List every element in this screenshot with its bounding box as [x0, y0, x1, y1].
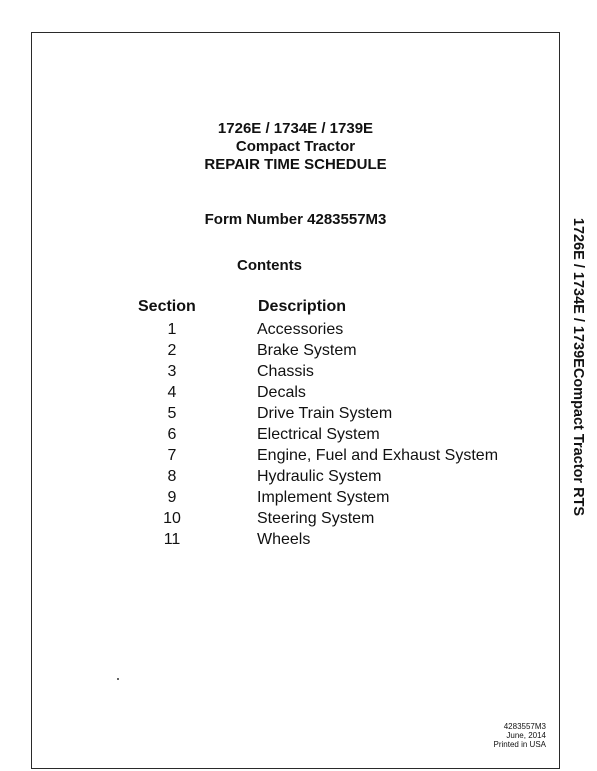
toc-description: Hydraulic System: [257, 468, 382, 485]
toc-description: Brake System: [257, 342, 357, 359]
toc-section-number: 8: [167, 468, 177, 485]
toc-row: [132, 468, 552, 489]
toc-description-header: Description: [258, 298, 347, 315]
toc-section-number: 2: [167, 342, 177, 359]
toc-description: Drive Train System: [257, 405, 393, 422]
contents-heading: Contents: [237, 257, 302, 274]
title-product-line: Compact Tractor: [235, 138, 356, 155]
footer-printed-in: Printed in USA: [493, 740, 546, 749]
stray-mark: [117, 678, 119, 680]
document-title: [32, 120, 559, 174]
toc-row: [132, 321, 552, 342]
toc-description: Accessories: [257, 321, 344, 338]
toc-description: Chassis: [257, 363, 314, 380]
toc-description: Decals: [257, 384, 306, 401]
toc-list: [132, 321, 552, 552]
footer-print-info: [494, 722, 546, 749]
toc-row: [132, 342, 552, 363]
toc-row: [132, 384, 552, 405]
toc-row: [132, 531, 552, 552]
toc-description: Implement System: [257, 489, 390, 506]
title-schedule-line: REPAIR TIME SCHEDULE: [204, 156, 387, 173]
toc-row: [132, 510, 552, 531]
toc-row: [132, 363, 552, 384]
toc-row: [132, 447, 552, 468]
title-model-line: 1726E / 1734E / 1739E: [217, 120, 374, 137]
toc-section-number: 9: [167, 489, 177, 506]
toc-section-number: 3: [167, 363, 177, 380]
toc-description: Engine, Fuel and Exhaust System: [257, 447, 499, 464]
toc-description: Steering System: [257, 510, 375, 527]
toc-row: [132, 405, 552, 426]
toc-section-number: 11: [163, 531, 181, 548]
toc-section-number: 1: [167, 321, 177, 338]
toc-row: [132, 489, 552, 510]
toc-row: [132, 426, 552, 447]
spine-label: 1726E / 1734E / 1739ECompact Tractor RTS: [570, 217, 586, 517]
toc-description: Electrical System: [257, 426, 380, 443]
toc-section-number: 5: [167, 405, 177, 422]
footer-date: June, 2014: [506, 731, 546, 740]
toc-section-number: 7: [167, 447, 177, 464]
toc-section-header: Section: [138, 298, 196, 315]
document-page: [31, 32, 560, 769]
toc-section-number: 4: [167, 384, 177, 401]
toc-section-number: 6: [167, 426, 177, 443]
toc-description: Wheels: [257, 531, 311, 548]
toc-section-number: 10: [163, 510, 181, 527]
footer-part-number: 4283557M3: [503, 722, 546, 731]
form-number: Form Number 4283557M3: [204, 211, 387, 228]
